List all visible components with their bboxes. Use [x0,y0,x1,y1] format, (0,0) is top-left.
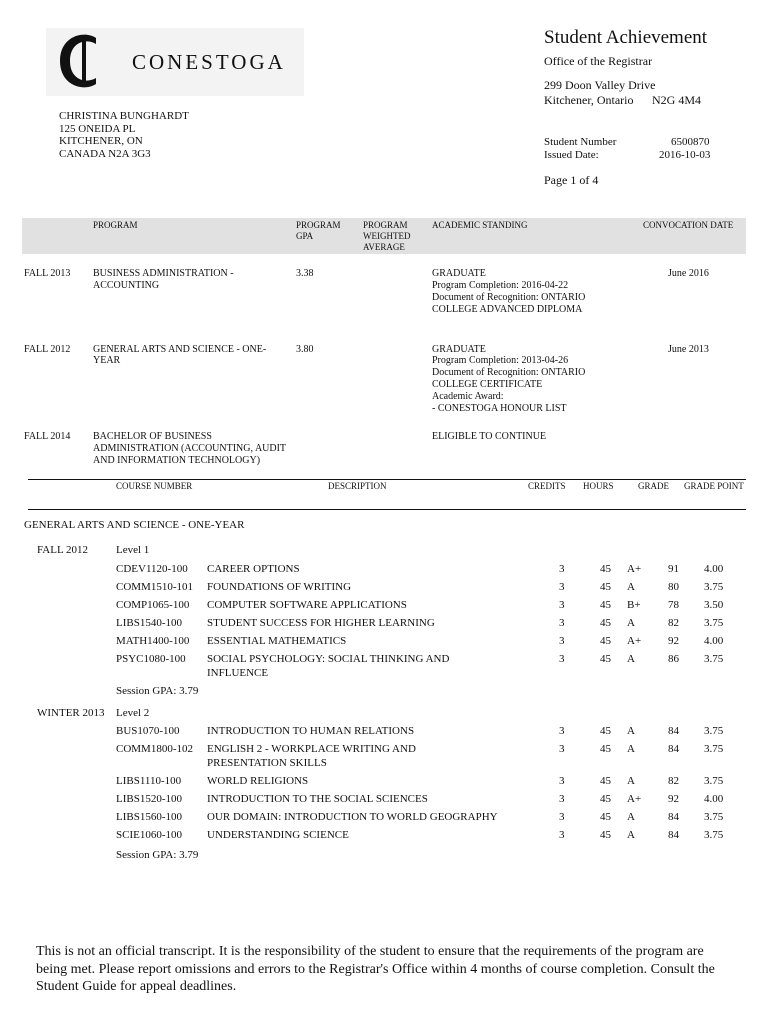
session-gpa-text: Session GPA: 3.79 [116,685,199,697]
course-percent: 80 [668,581,679,593]
course-percent: 82 [668,775,679,787]
course-credits: 3 [559,793,565,805]
course-hours: 45 [600,617,611,629]
convocation-date: June 2016 [668,268,709,279]
section-title: GENERAL ARTS AND SCIENCE - ONE-YEAR [24,519,245,531]
course-number: LIBS1540-100 [116,617,182,629]
student-number: 6500870 [671,136,710,148]
col-description: DESCRIPTION [328,481,387,491]
program-term: FALL 2014 [24,431,71,442]
course-hours: 45 [600,725,611,737]
course-credits: 3 [559,725,565,737]
col-convocation-date: CONVOCATION DATE [643,220,734,230]
student-number-label: Student Number [544,136,617,148]
standing-line: ELIGIBLE TO CONTINUE [432,431,547,442]
course-letter-grade: A [627,829,635,841]
col-credits: CREDITS [528,481,566,491]
program-gpa: 3.80 [296,344,314,355]
course-number: BUS1070-100 [116,725,180,737]
standing-line: GRADUATE [432,268,486,279]
program-gpa: 3.38 [296,268,314,279]
disclaimer-note: This is not an official transcript. It is the responsibility of the student to ensure that the requirements of the program are being met. Please report omissions and errors to the Registrar's Office within 4 months of course completion. Consult the Student Guide for appeal deadlines. [36,944,715,994]
course-description: STUDENT SUCCESS FOR HIGHER LEARNING [207,617,435,629]
term-name: WINTER 2013 [37,707,105,719]
course-grade-point: 3.75 [704,811,724,823]
course-percent: 92 [668,793,679,805]
program-name: BUSINESS ADMINISTRATION - [93,268,234,279]
standing-line: Program Completion: 2016-04-22 [432,280,569,291]
course-grade-point: 4.00 [704,793,724,805]
program-name: YEAR [93,355,121,366]
course-percent: 86 [668,653,679,665]
standing-line: COLLEGE CERTIFICATE [432,379,543,390]
standing-line: Academic Award: [432,391,504,402]
standing-line: Program Completion: 2013-04-26 [432,355,569,366]
course-credits: 3 [559,635,565,647]
course-percent: 84 [668,725,679,737]
course-grade-point: 3.75 [704,581,724,593]
course-hours: 45 [600,743,611,755]
col-program: PROGRAM [93,220,138,230]
course-number: SCIE1060-100 [116,829,182,841]
course-grade-point: 4.00 [704,563,724,575]
course-grade-point: 3.50 [704,599,724,611]
course-description: WORLD RELIGIONS [207,775,309,787]
col-program-gpa [296,220,341,242]
office-city: Kitchener, Ontario [544,93,634,107]
course-percent: 84 [668,743,679,755]
address-line: 125 ONEIDA PL [59,122,136,135]
term-name: FALL 2012 [37,544,89,556]
program-name: BACHELOR OF BUSINESS [93,431,212,442]
course-credits: 3 [559,617,565,629]
address-line: CANADA N2A 3G3 [59,147,151,160]
course-letter-grade: A [627,653,635,665]
program-table-header [22,218,746,254]
course-grade-point: 3.75 [704,829,724,841]
document-title: Student Achievement [544,27,708,48]
course-description: COMPUTER SOFTWARE APPLICATIONS [207,599,407,611]
col-label: GPA [296,231,314,241]
course-number: LIBS1520-100 [116,793,182,805]
course-description: CAREER OPTIONS [207,563,300,575]
col-hours: HOURS [583,481,614,491]
course-letter-grade: A [627,811,635,823]
course-hours: 45 [600,635,611,647]
office-postal: N2G 4M4 [652,93,702,107]
col-label: PROGRAM [363,220,408,230]
student-name: CHRISTINA BUNGHARDT [59,110,189,122]
page-indicator: Page 1 of 4 [544,173,599,187]
course-percent: 91 [668,563,679,575]
course-description: UNDERSTANDING SCIENCE [207,829,349,841]
program-name: GENERAL ARTS AND SCIENCE - ONE- [93,344,267,355]
course-credits: 3 [559,829,565,841]
issued-date-label: Issued Date: [544,149,599,161]
course-hours: 45 [600,599,611,611]
course-description: INFLUENCE [207,667,269,679]
standing-line: GRADUATE [432,344,486,355]
course-credits: 3 [559,563,565,575]
course-grade-point: 4.00 [704,635,724,647]
course-credits: 3 [559,743,565,755]
col-label: WEIGHTED [363,231,411,241]
course-credits: 3 [559,581,565,593]
course-letter-grade: A [627,581,635,593]
course-grade-point: 3.75 [704,653,724,665]
course-number: PSYC1080-100 [116,653,186,665]
standing-line: COLLEGE ADVANCED DIPLOMA [432,304,583,315]
standing-line: - CONESTOGA HONOUR LIST [432,403,567,414]
standing-line: Document of Recognition: ONTARIO [432,367,586,378]
course-percent: 82 [668,617,679,629]
col-label: PROGRAM [296,220,341,230]
course-description: ENGLISH 2 - WORKPLACE WRITING AND [207,743,416,755]
session-gpa-text: Session GPA: 3.79 [116,849,199,861]
course-percent: 78 [668,599,679,611]
course-number: MATH1400-100 [116,635,190,647]
course-grade-point: 3.75 [704,775,724,787]
course-percent: 84 [668,811,679,823]
convocation-date: June 2013 [668,344,709,355]
course-hours: 45 [600,563,611,575]
col-weighted-average [363,220,410,253]
course-letter-grade: A [627,725,635,737]
office-street: 299 Doon Valley Drive [544,78,656,92]
course-grade-point: 3.75 [704,725,724,737]
col-academic-standing: ACADEMIC STANDING [432,220,528,230]
course-number: LIBS1560-100 [116,811,182,823]
course-number: COMP1065-100 [116,599,190,611]
course-number: COMM1510-101 [116,581,194,593]
course-description: PRESENTATION SKILLS [207,757,327,769]
term-level: Level 1 [116,544,150,556]
course-hours: 45 [600,829,611,841]
course-hours: 45 [600,811,611,823]
course-grade-point: 3.75 [704,743,724,755]
conestoga-c-mark-icon [56,32,104,90]
student-address [59,110,189,160]
course-letter-grade: B+ [627,599,641,611]
col-label: AVERAGE [363,242,405,252]
issued-date: 2016-10-03 [659,149,711,161]
program-name: ADMINISTRATION (ACCOUNTING, AUDIT [93,443,287,454]
col-grade-point: GRADE POINT [684,481,744,491]
office-name: Office of the Registrar [544,54,653,68]
course-letter-grade: A [627,617,635,629]
program-name: AND INFORMATION TECHNOLOGY) [93,455,261,466]
course-description: ESSENTIAL MATHEMATICS [207,635,347,647]
institution-logo [46,28,304,96]
course-description: FOUNDATIONS OF WRITING [207,581,352,593]
course-description: INTRODUCTION TO THE SOCIAL SCIENCES [207,793,428,805]
course-hours: 45 [600,581,611,593]
course-hours: 45 [600,775,611,787]
program-term: FALL 2012 [24,344,71,355]
divider [28,509,746,510]
term-level: Level 2 [116,707,150,719]
course-description: INTRODUCTION TO HUMAN RELATIONS [207,725,415,737]
divider [28,479,746,480]
course-letter-grade: A+ [627,563,642,575]
course-credits: 3 [559,775,565,787]
course-number: COMM1800-102 [116,743,194,755]
course-credits: 3 [559,811,565,823]
course-credits: 3 [559,599,565,611]
course-number: CDEV1120-100 [116,563,188,575]
course-letter-grade: A+ [627,635,642,647]
address-line: KITCHENER, ON [59,135,143,148]
course-percent: 84 [668,829,679,841]
col-course-number: COURSE NUMBER [116,481,193,491]
course-percent: 92 [668,635,679,647]
logo-wordmark: CONESTOGA [132,50,286,74]
course-grade-point: 3.75 [704,617,724,629]
course-letter-grade: A [627,775,635,787]
course-number: LIBS1110-100 [116,775,182,787]
course-hours: 45 [600,793,611,805]
course-credits: 3 [559,653,565,665]
course-letter-grade: A [627,743,635,755]
standing-line: Document of Recognition: ONTARIO [432,292,586,303]
course-description: SOCIAL PSYCHOLOGY: SOCIAL THINKING AND [207,653,450,665]
program-name: ACCOUNTING [93,280,160,291]
course-letter-grade: A+ [627,793,642,805]
course-hours: 45 [600,653,611,665]
course-description: OUR DOMAIN: INTRODUCTION TO WORLD GEOGRAPHY [207,811,498,823]
col-grade: GRADE [638,481,669,491]
program-term: FALL 2013 [24,268,71,279]
